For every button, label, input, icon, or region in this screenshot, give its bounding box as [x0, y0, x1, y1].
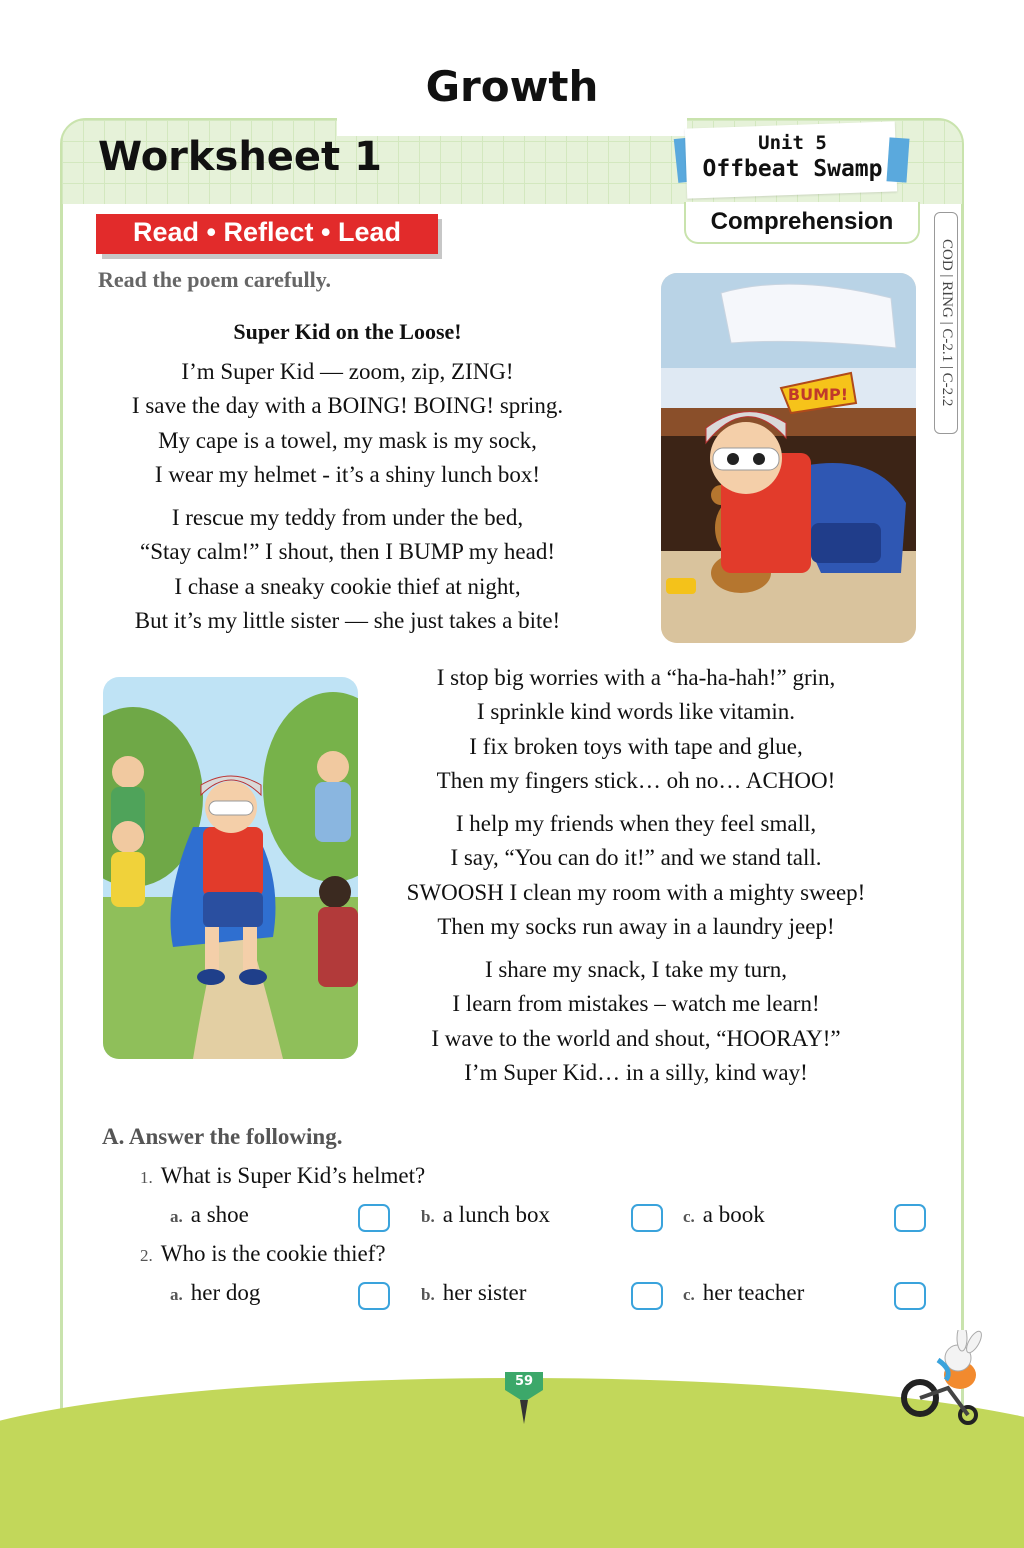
option-letter: b. [421, 1207, 435, 1226]
banner-label: Read • Reflect • Lead [133, 217, 401, 247]
section-a-heading: A. Answer the following. [102, 1124, 343, 1149]
bump-label: BUMP! [787, 385, 849, 404]
q2-checkbox-c[interactable] [894, 1282, 926, 1310]
question-number: 1. [140, 1168, 153, 1187]
poem-line: I’m Super Kid — zoom, zip, ZING! [181, 359, 514, 384]
worksheet-title: Worksheet 1 [98, 134, 382, 180]
option-text: her teacher [702, 1280, 805, 1305]
chapter-title: Growth [425, 62, 599, 111]
stanza-1 [80, 355, 615, 492]
stanza-5 [366, 953, 906, 1090]
friends-illustration [103, 677, 358, 1059]
poem-line: “Stay calm!” I shout, then I BUMP my head! [140, 539, 555, 565]
poem-line: I sprinkle kind words like vitamin. [476, 699, 796, 725]
poem-line: I chase a sneaky cookie thief at night, [174, 573, 521, 599]
unit-number: Unit 5 [758, 132, 827, 154]
option-text: a shoe [190, 1202, 249, 1227]
poem-line: I rescue my teddy from under the bed, [171, 505, 524, 530]
poem-line: I help my friends when they feel small, [455, 811, 817, 836]
poem-line: I learn from mistakes – watch me learn! [452, 991, 820, 1017]
option-text: a book [702, 1202, 765, 1227]
poem-line: Then my fingers stick… oh no… ACHOO! [436, 767, 836, 793]
option-text: her dog [190, 1280, 261, 1305]
q2-option-c [683, 1280, 804, 1306]
poem-line: I say, “You can do it!” and we stand tall. [450, 845, 822, 871]
option-letter: a. [170, 1207, 183, 1226]
option-letter: a. [170, 1285, 183, 1304]
q2-option-b [421, 1280, 526, 1306]
q2-checkbox-a[interactable] [358, 1282, 390, 1310]
q2-checkbox-b[interactable] [631, 1282, 663, 1310]
poem-line: Then my socks run away in a laundry jeep! [437, 913, 835, 939]
q1-checkbox-a[interactable] [358, 1204, 390, 1232]
poem-line: SWOOSH I clean my room with a mighty sweep! [406, 879, 866, 905]
footer-hill [0, 1378, 1024, 1548]
poem-line: I wear my helmet - it’s a shiny lunch box! [154, 461, 541, 487]
question-2 [140, 1241, 386, 1267]
question-text: What is Super Kid’s helmet? [160, 1163, 426, 1188]
q1-option-b [421, 1202, 550, 1228]
stanza-3 [366, 661, 906, 798]
question-text: Who is the cookie thief? [160, 1241, 386, 1266]
poem-line: I fix broken toys with tape and glue, [469, 733, 803, 759]
bed-illustration [661, 273, 916, 643]
option-letter: c. [683, 1207, 695, 1226]
option-letter: b. [421, 1285, 435, 1304]
poem-line: My cape is a towel, my mask is my sock, [158, 427, 537, 453]
stanza-2 [80, 501, 615, 638]
poem-line: I stop big worries with a “ha-ha-hah!” grin, [436, 665, 836, 690]
instruction-text: Read the poem carefully. [98, 267, 332, 292]
poem-line: I wave to the world and shout, “HOORAY!” [431, 1025, 841, 1051]
q1-option-a [170, 1202, 249, 1228]
bunny-cyclist-icon [898, 1330, 988, 1430]
option-text: a lunch box [442, 1202, 551, 1227]
poem-line: I’m Super Kid… in a silly, kind way! [464, 1059, 808, 1085]
question-number: 2. [140, 1246, 153, 1265]
question-1 [140, 1163, 425, 1189]
option-letter: c. [683, 1285, 695, 1304]
q1-option-c [683, 1202, 765, 1228]
q2-option-a [170, 1280, 260, 1306]
page-number: 59 [514, 1374, 534, 1389]
stanza-4 [366, 807, 906, 944]
q1-checkbox-b[interactable] [631, 1204, 663, 1232]
poem-line: I share my snack, I take my turn, [484, 957, 788, 982]
poem-title: Super Kid on the Loose! [233, 319, 462, 344]
side-code-text: COD | RING | C-2.1 | C-2.2 [939, 239, 955, 407]
option-text: her sister [442, 1280, 527, 1305]
poem-line: But it’s my little sister — she just takes a bite! [134, 607, 561, 633]
q1-checkbox-c[interactable] [894, 1204, 926, 1232]
skill-label: Comprehension [710, 208, 894, 235]
unit-name: Offbeat Swamp [702, 156, 883, 182]
poem-line: I save the day with a BOING! BOING! spring. [131, 393, 564, 419]
